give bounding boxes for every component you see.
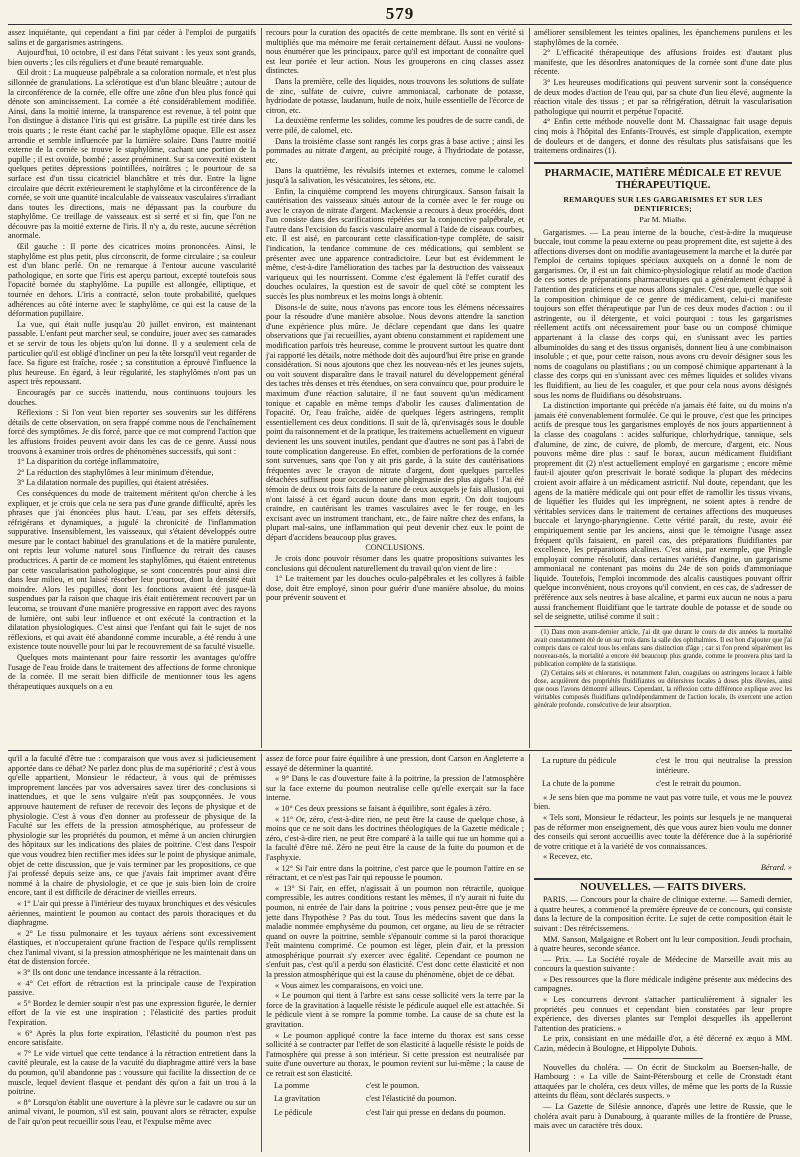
article-subheading: REMARQUES SUR LES GARGARISMES ET SUR LES DENTIFRICES;	[563, 194, 763, 214]
footnote: (2) Certains sels et chlorures, et notamment l'alun, coagulans ou astringens locaux à faible dose, acquièrent des propriétés fluidifiantes ou détersives locales à doses plus élevées, ainsi que nous l'avons démontré ailleurs. Cependant, la réflexion cette différence explique avec les véritables composés fluidifians qu'indépendamment de l'action locale, ils exercent une action générale profonde, consécutive de leur absorption.	[534, 669, 792, 709]
comparison-term: La gravitation	[274, 1094, 321, 1104]
paragraph: assez de force pour faire équilibre à une pression, dont Carson en Angleterre a essayé de déterminer la quantité.	[266, 754, 524, 773]
paragraph: « Je sens bien que ma pomme ne vaut pas votre tuile, et vous me le pouvez bien.	[534, 792, 792, 812]
page-number: 579	[385, 4, 415, 23]
comparison-definition: c'est le poumon.	[366, 1080, 420, 1090]
section-rule	[8, 750, 792, 751]
proposition: « 9° Dans le cas d'ouverture faite à la poitrine, la pression de l'atmosphère sur la face externe du poumon neutralise celle qu'elle exerçait sur la face interne.	[266, 774, 524, 803]
separator	[623, 1058, 703, 1059]
signature: Bérard. »	[760, 862, 792, 872]
news-item: Nouvelles du choléra. — On écrit de Stockolm au Boersen-halle, de Hambourg : « La ville de Saint-Pétersbourg et celle de Cronstadt étant attaquées par le choléra, ces deux villes, de même que les ports de la Russie atteints du fléau, sont déclarés suspects. »	[534, 1062, 792, 1101]
comparison-definition: c'est l'élasticité du poumon.	[366, 1094, 457, 1104]
comparison-row	[274, 1108, 524, 1118]
paragraph: « Le poumon qui tient à l'arbre est sans cesse sollicité vers la terre par la force de la gravitation à laquelle résiste le pédicule auquel elle est attachée. Si le pédicule vient à se rompre la pomme tombe. La cause de sa chute est la gravitation.	[266, 991, 524, 1030]
paragraph: Disons-le de suite, nous n'avons pas encore tous les élémens nécessaires pour la résoudre d'une manière absolue. Nous devons attendre la sanction d'une expérience plus mûre. Je déclare cependant que dans les quatre observations que j'ai recueillies, ayant obtenu constamment et rapidement une modification parfois très heureuse, comme le prouvent surtout les quatre dont j'ai rapporté les détails, notre méthode doit dès aujourd'hui être prise en grande considération. Si nous ajoutons que chez les nouveau-nés et les jeunes sujets, ou voit souvent disparaître dans le travail naturel du développement général des taches très denses et très étendues, on sera convaincu que, pour produire le maximum d'une réaction salutaire, il ne faut souvent qu'un médicament tonique et capable en même temps d'abolir les causes d'alimentation de l'opacité. Or, l'eau fraîche, aidée de quelques légers astringens, remplit essentiellement ces deux conditions. Il suit de là, qu'envisagés sous le double point du raisonnement et de la pratique, les traitemens actuellement en vigueur devienent les uns souvent inutiles, pendant que d'autres ne sont pas à l'abri de toute complication dangereuse. En effet, combien de perforations de la cornée sont survenues, sans que l'on y ait pris garde, à la suite des cautérisations fréquentes avec le crayon de nitrate d'argent, dont quelques parcelles détachées suffisent pour occasionner une phlegmasie des plus aiguës ! J'ai été témoin de deux ou trois faits de la nature de ceux auxquels je fais allusion, qui n'ont laissé à cet égard aucun doute dans mon esprit. On doit toujours craindre, en cautérisant les trames vasculaires avec le fer rouge, en les excisant avec un instrument tranchant, etc., de faire naître chez des enfans, la plupart mal-sains, une inflammation qui peut devenir chez eux le point de départ d'accidens beaucoup plus graves.	[266, 302, 524, 542]
comparison-definition: c'est le trou qui neutralise la pression intérieure.	[656, 756, 792, 775]
paragraph: « Vous aimez les comparaisons, en voici une.	[275, 980, 424, 990]
nouvelles-heading: NOUVELLES. — FAITS DIVERS.	[534, 878, 792, 893]
paragraph: Enfin, la cinquième comprend les moyens chirurgicaux. Sanson faisait la cautérisation des vaisseaux situés autour de la cornée avec le fer rouge ou avec le crayon de nitrate d'argent. Mackensie a recours à deux procédés, dont l'un consiste dans des scarifications répétées sur la conjonctive palpébrale, et l'autre dans l'excision du fascis vasculaire anormal à l'aide de ciseaux courbes, etc. Il est aisé, en parcourant cette classification-type complète, de saisir l'indication, la tendance commune de ces médications, qui semblent se présenter avec une apparence contradictoire. Leur but est évidemment le même, c'est-à-dire l'amélioration des taches par la destruction des vaisseaux variqueux qui les nourrissent. Comme c'est également là l'effet curatif des douches oculaires, la question est de savoir de quel côté se comptent les succès les plus nombreux et les moins longs à obtenir.	[266, 186, 524, 302]
column-1	[8, 28, 256, 748]
paragraph: 1° Le traitement par les douches oculo-palpébrales et les collyres à faible dose, doit être employé, sinon pour guérir d'une manière absolue, du moins pour prévenir souvent et	[266, 574, 524, 603]
paragraph: « Le poumon appliqué contre la face interne du thorax est sans cesse sollicité à se contracter par l'effet de son élasticité à laquelle résiste le poids de l'atmosphère qui presse à son intérieur. Si cette pression est neutralisée par suite d'une ouverture au thorax, le poumon revient sur lui-même ; la cause de ce retrait est son élasticité.	[266, 1030, 524, 1078]
proposition: « 8° Lorsqu'on établit une ouverture à la plèvre sur le cadavre ou sur un animal vivant, le poumon, s'il est sain, pouvant alors se rétracter, expulse de l'air qu'on peut recueillir sous l'eau, et l'expulse même avec	[8, 1097, 256, 1126]
list-item: 3° La dilatation normale des pupilles, qui étaient atrésiées.	[17, 478, 209, 488]
paragraph: 3° Les heureuses modifications qui peuvent survenir sont la conséquence de deux modes d'action de l'eau qui, par sa chute d'un lieu élevé, augmente la réaction vitale des tissus ; et par sa réfrigération, détruit la vascularisation pathologique qui nourrit et perpétue l'opacité.	[534, 77, 792, 116]
paragraph: Ces conséquences du mode de traitement méritent qu'on cherche à les expliquer, et je crois que cela ne sera pas d'une grande difficulté, après les phrases que j'ai énoncées plus haut. L'eau, par ses effets détersifs, réfrigérans et dynamiques, a jugulé la chronicité de l'inflammation suppurative. Insensiblement, les vaisseaux, qui s'étaient développés outre mesure par le contact habituel des granulations et de la matière purulente, ont repris leur volume naturel sous l'influence du retrait des causes productrices. A partir de ce moment les staphylômes, qui étaient entretenus par cette vascularisation pathologique, se sont concentrés pour ainsi dire dans leur milieu, et ont laissé résorber leur pourtour, dont la densité était moindre. Alors les pupilles, dont les fonctions avaient été jusque-là suspendues par la raison que chaque iris était entièrement recouvert par un leucoma, se trouvant d'une manière progressive en rapport avec des rayons de lumière, ont subi leur influence et ont exécuté la contraction et la dilatation physiologiques. C'est ainsi que l'enfant qui fait le sujet de nos réflexions, et qui avait été abandonné comme incurable, a été rendu à une existence toute nouvelle pour lui par le recouvrement de sa faculté visuelle.	[8, 488, 256, 652]
paragraph: La distinction importante qui précède n'a jamais été faite, ou du moins n'a jamais été convenablement formulée. Ce qui le prouve, c'est que les principes actifs de presque tous les gargarismes employés de nos jours appartiennent à la classe des coagulans : acides sulfurique, chlorhydrique, tannique, sels d'alumine, de zinc, de cuivre, de plomb, de mercure, d'argent, etc. Nous pouvons même dire plus : sauf le borax, aucun médicament fluidifiant proprement dit (2) n'est actuellement employé en gargarisme ; encore même faut-il ajouter qu'on prescrivait le boraté sodique la plupart des médecins croient avoir affaire à un médicament astrictif. Nul doute, cependant, que les agens de la matière médicale qui ont pour effet de ramollir les tissus vivans, de liquéfier les fluides qui les imprègnent, ne soient aptes à rendre de véritables services dans le traitement de certaines affections des muqueuses buccale et laryngo-pharyngienne. Cette vérité paraît, du reste, avoir été empiriquement sentie par les anciens, ainsi que le témoigne l'usage assez fréquent qu'ils faisaient, en pareil cas, des préparations fluidifiantes par excellence, les préparations alcalines. C'est ainsi, par exemple, que Pringle employait comme résolutif, dans certaines variétés d'angine, un gargarisme ammoniacal ne contenant pas moins du 24e de son poids d'ammoniaque liquide. Toutefois, l'emploi incommode des alcalis caustiques pouvant offrir quelque inconvénient, nous croyons qu'il convient, en ces cas, de s'adresser de préférence aux sels neutres à base alcaline, et parmi eux aucun ne nous a paru aussi franchement fluidifiant que le tartrate double de potasse et de soude ou sel de seignette, utilisé comme il suit :	[534, 401, 792, 622]
news-item: — Prix. — La Société royale de Médecine de Marseille avait mis au concours la question suivante :	[534, 954, 792, 974]
paragraph: Réflexions : Si l'on veut bien reporter ses souvenirs sur les différens détails de cette observation, on sera frappé comme nous de l'enchaînement forcé des symptômes. Je dis forcé, parce que ce mot comprend l'action que les affusions froides peuvent avoir dans les cas de ce genre. Aussi nous trouvons à examiner trois ordres de phénomènes successifs, qui sont :	[8, 408, 256, 456]
proposition: « 10° Ces deux pressions se faisant à équilibre, sont égales à zéro.	[275, 803, 492, 813]
paragraph: Dans la quatrième, les révulsifs internes et externes, comme le calomel jusqu'à la salivation, les vésicatoires, les sétons, etc.	[266, 166, 524, 185]
paragraph: assez inquiétante, qui cependant a fini par céder à l'emploi de purgatifs salins et de gargarismes astringens.	[8, 28, 256, 47]
article-author: Par M. Mialhe.	[639, 214, 687, 224]
paragraph: « Tels sont, Monsieur le rédacteur, les points sur lesquels je ne manquerai pas de réformer mon enseignement, dès que vous aurez bien voulu me donner des conseils qui seront accueillis avec toute la déférence due à la supériorité de votre critique et à la variété de vos connaissances.	[534, 812, 792, 851]
column-4	[8, 754, 256, 1152]
paragraph: qu'il a la faculté d'être tue : comparaison que vous avez si judicieusement apportée dans ce débat? Ne parlez donc plus de ma supériorité ; c'est à vous qu'elle appartient, Monsieur le rédacteur, à vous qui de prémisses improprement lancées par vos adversaires savez tirer des conclusions si inattendues, et que le sens vulgaire n'eût pas soupçonnées. Je vous approuve hautement de refuser de recevoir des leçons de physique et de physiologie. C'est à vous d'en donner au professeur de physique de la Faculté sur les effets de la pression atmosphérique, au professeur de physiologie sur les propriétés du poumon, et même à un ancien chirurgien des hôpitaux sur les indications des plaies de poitrine. C'est dans l'espoir que vous voudrez bien rectifier mes idées sur le point de physique animale, objet de cette discussion, que je vais terminer par les propositions, ce que j'ai professé depuis seize ans, ce que j'avais fait imprimer avant d'être nommé à la chaire de physiologie, et ce que je suis bien loin de croire encore, tant il est difficile de déraciner de vieilles erreurs.	[8, 754, 256, 898]
proposition: « 4° Cet effort de rétraction est la principale cause de l'expiration passive.	[8, 978, 256, 998]
paragraph: Œil droit : La muqueuse palpébrale a sa coloration normale, et n'est plus sillonnée de granulations. La sclérotique est d'un blanc bleuâtre ; autour de la circonférence de la cornée, elle offre une zône d'un bleu plus foncé qui dénote son amincissement. La cornée a été considérablement modifiée. Ainsi, dans la moitié interne, la transparence est revenue, à tel point que l'on distingue à distance l'iris qui est grisâtre. La pupille est tirée dans les trois quarts ; le reste étant caché par le staphylôme opaque. Elle est assez arrondie et semble influencée par la lumière solaire. Dans l'autre moitié externe de la cornée se trouve le staphylôme, cachant une portion de la pupille ; il est ovoïde, bombé ; assez proéminent. Sur sa convexité existent quelques petites dépressions pointillées, noirâtres ; le pourtour de sa surface est d'un tissu cicatriciel blanchâtre et très dur. Entre la ligne circulaire que décrit extérieurement le staphylôme et la circonférence de la cornée, se voit une quantité incalculable de vaisseaux vasculaires s'irradiant dans toutes les directions, mais ne dépassant pas la courbure du staphylôme. Ce treillage de vaisseaux est si serré et si fin, que l'on ne découvre pas la moitié externe de l'iris. Il n'y a, du reste, aucune sécrétion anormale.	[8, 68, 256, 241]
paragraph: 2° L'efficacité thérapeutique des affusions froides est d'autant plus manifeste, que les désordres anatomiques de la cornée sont d'une date plus récente.	[534, 48, 792, 77]
comparison-term: La pomme	[274, 1080, 310, 1090]
paragraph: La vue, qui était nulle jusqu'au 20 juillet environ, est maintenant passable. L'enfant peut marcher seul, se conduire, jouer avec ses camarades et se servir de tous les objets qu'on lui donne. Il y a seulement cela de particulier qu'il est obligé d'incliner un peu la tête lorsqu'il veut regarder de face. Sa figure est fraîche, rosée ; sa constitution a éprouvé l'influence la plus heureuse. En égard, à leur régularité, les staphylômes n'ont pas un aspect très repoussant.	[8, 319, 256, 387]
paragraph: améliorer sensiblement les teintes opalines, les épanchemens purulens et les staphylômes de la cornée.	[534, 28, 792, 47]
news-item: Le prix, consistant en une médaille d'or, a été décerné ex æquo à MM. Cazin, médecin à Boulogne, et Hippolyte Dubois.	[534, 1034, 792, 1054]
column-divider	[261, 754, 262, 1152]
paragraph: recours pour la curation des opacités de cette membrane. Ils sont en vérité si multipliés que ma mémoire me ferait certainement défaut. Aussi ne voulons-nous énumérer que les principaux, parce qu'il est important de connaître quel est leur portée et leur action. Nous les grouperons en cinq classes assez distinctes.	[266, 28, 524, 76]
proposition: « 6° Après la plus forte expiration, l'élasticité du poumon n'est pas encore satisfaite.	[8, 1028, 256, 1048]
proposition: « 2° Le tissu pulmonaire et les tuyaux aériens sont excessivement élastiques, et n'occuperaient qu'une fraction de l'espace qu'ils remplissent chez l'animal vivant, si la pression atmosphérique ne les maintenait dans un état de distension forcée.	[8, 928, 256, 967]
comparison-definition: c'est le retrait du poumon.	[656, 779, 741, 789]
column-divider	[529, 28, 530, 748]
news-item: « Des ressources que la flore médicale indigène présente aux médecins des campagnes.	[534, 974, 792, 994]
proposition: « 12° Si l'air entre dans la poitrine, c'est parce que le poumon l'attire en se rétractant, et ce n'est pas l'air qui repousse le poumon.	[266, 863, 524, 883]
list-item: 2° La réduction des staphylômes à leur minimum d'étendue,	[17, 467, 214, 477]
comparison-row	[274, 1094, 524, 1104]
paragraph: Encouragés par ce succès inattendu, nous continuons toujours les douches.	[8, 387, 256, 407]
proposition: « 11° Or, zéro, c'est-à-dire rien, ne peut être la cause de quelque chose, à moins que ce ne soit dans les doctrines théologiques de la Gazette médicale ; zéro, c'est-à-dire rien, ne peut être comparé à la taille qui tue un homme qui a la faculté d'être tué. Zéro ne peut être la cause de la fuite du poumon et de l'asphyxie.	[266, 814, 524, 862]
paragraph: Aujourd'hui, 10 octobre, il est dans l'état suivant : les yeux sont grands, bien ouverts ; les cils réguliers et d'une beauté remarquable.	[8, 48, 256, 67]
conclusions-heading: CONCLUSIONS.	[365, 543, 425, 553]
paragraph: Œil gauche : Il porte des cicatrices moins prononcées. Ainsi, le staphylôme est plus petit, plus circonscrit, de forme circulaire ; sa couleur est d'un blanc perlé. On ne remarque à l'entour aucune vascularité pathologique, en sorte que l'iris est aperçu partout, excepté toutefois sous l'opacité bornée du staphylôme. La pupille est allongée, elliptique, et tournée en dehors. L'iris a contracté, selon toute probabilité, quelques adhérences au côté interne avec le staphylôme, ce qui est la cause de la déformation pupillaire.	[8, 242, 256, 319]
proposition: « 3° Ils ont donc une tendance incessante à la rétraction.	[17, 968, 202, 978]
paragraph: La deuxième renferme les solides, comme les poudres de de sucre candi, de verre pilé, de calomel, etc.	[266, 116, 524, 135]
proposition: « 13° Si l'air, en effet, n'agissait à un poumon non rétractile, quoique compressible, les autres conditions restant les mêmes, il n'y aurait ni fuite du poumon, ni entrée de l'air dans la poitrine ; vous pensez peut-être que je me jette dans l'hypothèse ? Pas du tout. Tous les médecins savent que dans la maladie nommée emphysème du poumon, cet organe, au lieu de se rétracter quand on ouvre la poitrine, semble s'épanouir comme si la paroi thoracique l'eût maintenu comprimé. Ce poumon est léger, plein d'air, et la pression atmosphérique pourrait s'y exercer avec égalité. Cependant ce poumon ne s'enfuit pas, c'est qu'il a perdu son élasticité. C'est donc cette élasticité et non la pression atmosphérique qui est la cause du phénomène, objet de ce débat.	[266, 883, 524, 980]
comparison-row	[274, 1081, 524, 1091]
pharmacie-heading: PHARMACIE, MATIÈRE MÉDICALE ET REVUE THÉRAPEUTIQUE.	[534, 162, 792, 192]
paragraph: « Recevez, etc.	[543, 852, 593, 862]
comparison-list	[534, 756, 792, 789]
column-divider	[261, 28, 262, 748]
news-item: PARIS. — Concours pour la chaire de clinique externe. — Samedi dernier, à quatre heures, a commencé la première épreuve de ce concours, qui consiste dans la lecture de la composition écrite. Le sujet de cette composition était le suivant : Des rétrécissemens.	[534, 895, 792, 933]
column-6	[534, 754, 792, 1152]
comparison-definition: c'est l'air qui presse en dedans du poumon.	[366, 1107, 506, 1117]
proposition: « 7° Le vide virtuel que cette tendance à la rétraction entretient dans la cavité pleurale, est la cause de la vacuité du diaphragme attiré vers la base du poumon, qu'il abandonne pas : voussure qui facilite la dissection de ce muscle, lequel devient flasque et pendant dès qu'on a fait un trou à la poitrine.	[8, 1048, 256, 1097]
paragraph: Dans la troisième classe sont rangés les corps gras à base active ; ainsi les pommades au nitrate d'argent, au précipité rouge, à l'hydriodate de potasse, etc.	[266, 136, 524, 165]
comparison-list	[266, 1081, 524, 1118]
proposition: « 1° L'air qui presse à l'intérieur des tuyaux bronchiques et des vésicules aériennes, maintient le poumon au contact des parois thoraciques et du diaphragme.	[8, 898, 256, 928]
comparison-row	[542, 756, 792, 775]
comparison-term: La rupture du pédicule	[542, 756, 617, 765]
news-item: MM. Sanson, Malgaigne et Robert ont lu leur composition. Jeudi prochain, à quatre heures, seconde séance.	[534, 934, 792, 954]
paragraph: 4° Enfin cette méthode nouvelle dont M. Chassaignac fait usage depuis cinq mois à l'hôpital des Enfants-Trouvés, est simple d'application, exempte de douleurs et de dangers, et donne des résultats plus satisfaisans que les traitemens ordinaires (1).	[534, 117, 792, 156]
footnote: (1) Dans mon avant-dernier article, j'ai dit que durant le cours de dix années la mortalité avait constamment été de un sur trois dans la salle des ophthalmies. Il est bon d'ajouter que j'ai compris dans ce calcul tous les enfans sans distinction d'âge ; car si l'on prend séparément les nouveau-nés, la mortalité a encore été beaucoup plus grande, comme le prouvera plus tard la publication complète de la statistique.	[534, 628, 792, 668]
paragraph: Quelques mots maintenant pour faire ressortir les avantages qu'offre l'usage de l'eau froide dans le traitement des affections de forme chronique de la cornée. Il me serait bien difficile de mentionner tous les agens thérapeutiques auxquels on a eu	[8, 653, 256, 691]
column-3	[534, 28, 792, 748]
footnotes	[534, 626, 792, 710]
column-2	[266, 28, 524, 748]
paragraph: Dans la première, celle des liquides, nous trouvons les solutions de sulfate de zinc, sulfate de cuivre, cuivre ammoniacal, carbonate de potasse, hydriodate de potasse, laudanum, huile de noix, huile essentielle de l'écorce de citron, etc.	[266, 76, 524, 115]
news-item: « Les concurrens devront s'attacher particulièrement à signaler les propriétés peu connues et cependant bien constatées par leur propre expérience, des diverses plantes sur l'emploi desquelles ils appelleront l'attention des praticiens. »	[534, 995, 792, 1033]
paragraph: Je crois donc pouvoir résumer dans les quatre propositions suivantes les conclusions qui découlent naturellement du travail qu'on vient de lire :	[266, 554, 524, 573]
paragraph: Gargarismes. — La peau interne de la bouche, c'est-à-dire la muqueuse buccale, tout comme la peau externe ou peau proprement dite, est sujette à des affections diverses dont on modifie avantageusement la marche et la durée par l'emploi de certains topiques spéciaux auxquels on a donné le nom de gargarismes. Or, il est un fait chimico-physiologique relatif au mode d'action de ces sortes de préparations pharmaceutiques qui a généralement échappé à l'attention des praticiens et que nous allons signaler. C'est que, quelle que soit la composition chimique de ce genre de médicament, celui-ci manifeste toujours son effet thérapeutique par l'un de ces deux modes d'action : ou il astringente, ou il détergente, et voici pourquoi : tous les gargarismes réellement actifs ont nécessairement pour base ou un composé chimique appartenant à la classe des corps qui, en s'unissant avec les parties albuminoïdes du sang et des tissus organisés, donnent lieu à une combinaison insoluble ; et que, pour cette raison, nous avons cru devoir désigner sous les noms de coagulans ou plastifians ; ou un composé chimique appartenant à la classe des corps qui en s'unissant avec ces mêmes liquides et solides vivans les fluidifient, au lieu de les coaguler, et que pour cela nous avons désignés sous les noms de fluidifians ou désobstruans.	[534, 227, 792, 400]
news-item: — La Gazette de Silésie annonce, d'après une lettre de Russie, que le choléra avait paru à Dunabourg, à quarante milles de la frontière de Prusse, mais avec un caractère très doux.	[534, 1102, 792, 1131]
proposition: « 5° Bordez le dernier soupir n'est pas une expression figurée, le dernier effort de la vie est une inspiration ; l'élasticité des parties produit l'expiration.	[8, 998, 256, 1028]
list-item: 1° La disparition du cortége inflammatoire,	[17, 457, 159, 467]
top-rule	[8, 24, 792, 25]
comparison-term: Le pédicule	[274, 1107, 313, 1117]
column-divider	[529, 754, 530, 1152]
comparison-row	[542, 779, 792, 789]
column-5	[266, 754, 524, 1152]
comparison-term: La chute de la pomme	[542, 779, 615, 789]
